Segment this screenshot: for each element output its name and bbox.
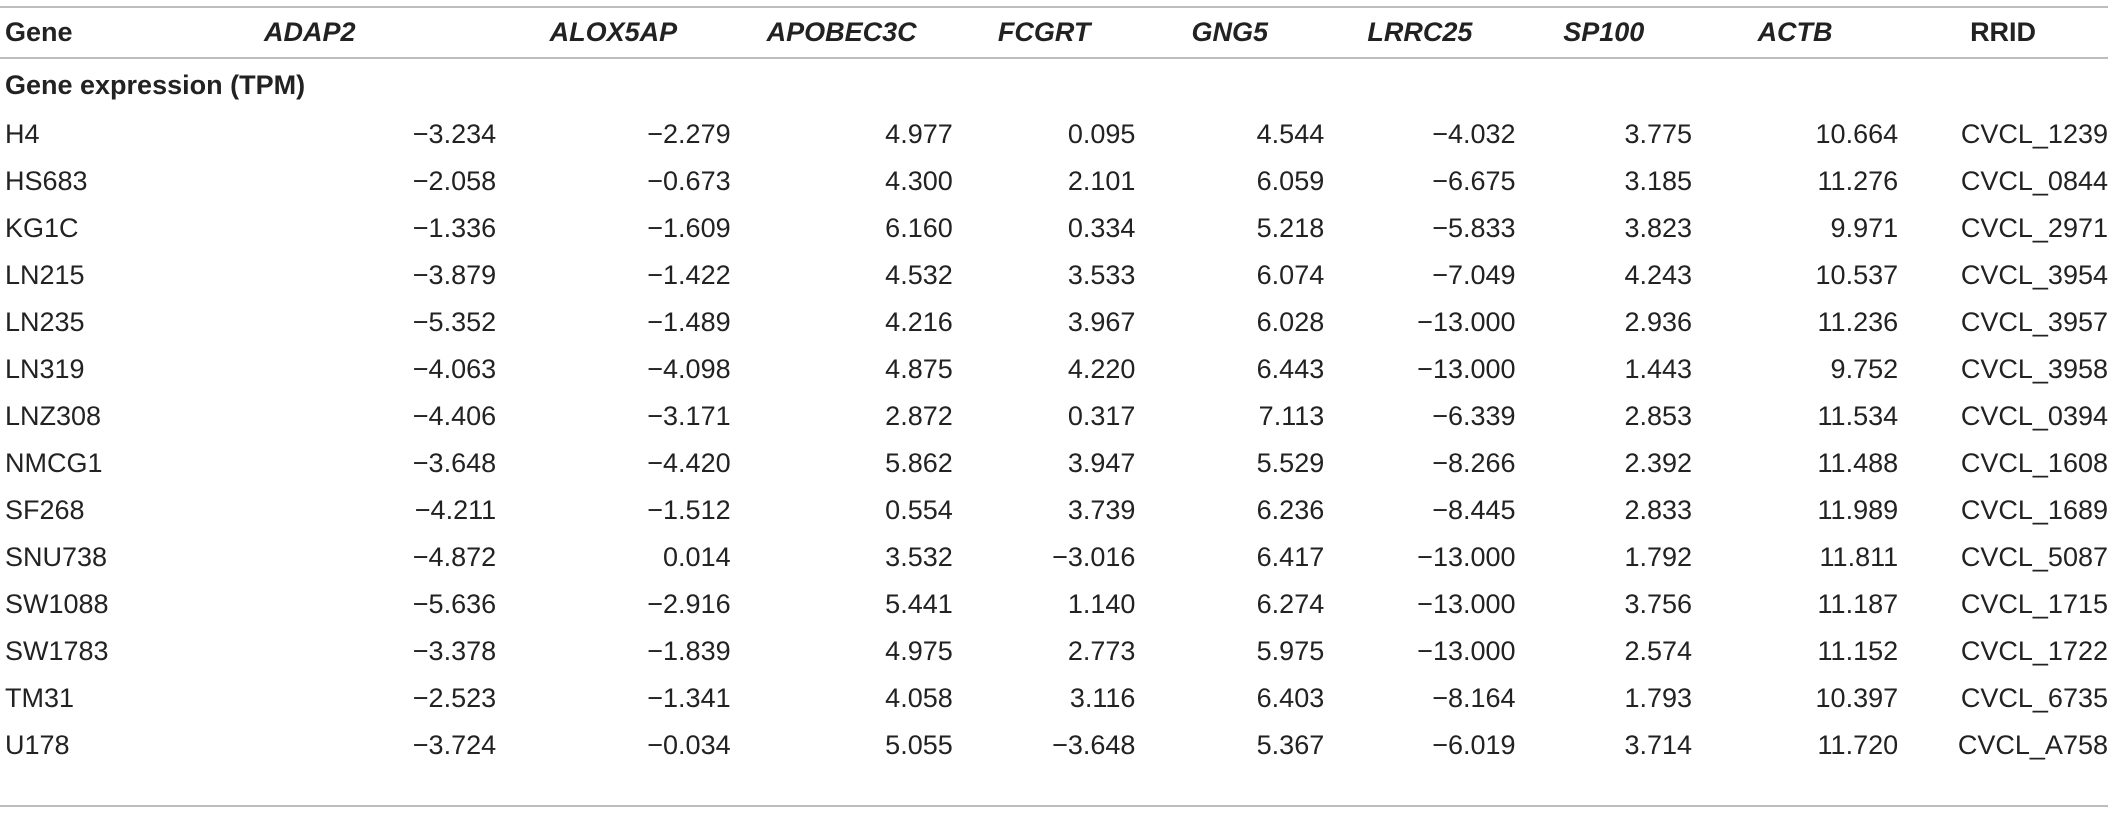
table-row [0, 487, 2108, 534]
table-cell: 4.532 [885, 260, 953, 290]
table-cell: 11.811 [1819, 542, 1899, 572]
table-cell: −8.266 [1432, 448, 1516, 478]
table-cell: 2.773 [1067, 636, 1136, 666]
table-cell: 11.989 [1817, 495, 1899, 525]
cell-line-name: SNU738 [5, 542, 108, 572]
table-bottom-rule [0, 805, 2108, 807]
table-cell: 9.971 [1830, 213, 1899, 243]
rrid-cell: CVCL_1608 [1960, 448, 2108, 478]
header-actb: ACTB [1757, 17, 1833, 47]
table-cell: 6.274 [1256, 589, 1325, 619]
table-row [0, 675, 2108, 722]
table-cell: 3.739 [1067, 495, 1136, 525]
cell-line-name: LN215 [5, 260, 85, 290]
table-cell: −3.648 [412, 448, 497, 478]
table-cell: 5.367 [1256, 730, 1325, 760]
table-row [0, 346, 2108, 393]
table-cell: −2.279 [647, 119, 731, 149]
table-cell: −8.445 [1432, 495, 1516, 525]
table-cell: −6.019 [1432, 730, 1516, 760]
rrid-cell: CVCL_5087 [1960, 542, 2108, 572]
table-cell: −3.648 [1052, 730, 1136, 760]
table-cell: 6.074 [1256, 260, 1325, 290]
rrid-cell: CVCL_3958 [1960, 354, 2108, 384]
table-cell: 4.216 [885, 307, 953, 337]
table-cell: 0.554 [885, 495, 953, 525]
header-adap2: ADAP2 [264, 17, 356, 47]
rrid-cell: CVCL_1239 [1960, 119, 2108, 149]
table-row [0, 393, 2108, 440]
table-cell: −2.058 [412, 166, 497, 196]
cell-line-name: LN319 [5, 354, 85, 384]
table-row [0, 628, 2108, 675]
cell-line-name: U178 [5, 730, 70, 760]
rrid-cell: CVCL_1715 [1960, 589, 2108, 619]
table-cell: −4.420 [647, 448, 731, 478]
cell-line-name: KG1C [5, 213, 79, 243]
table-cell: 5.441 [885, 589, 953, 619]
table-cell: −2.916 [647, 589, 731, 619]
table-cell: −0.034 [647, 730, 731, 760]
table-cell: 1.443 [1624, 354, 1693, 384]
cell-line-name: HS683 [5, 166, 88, 196]
table-cell: 6.160 [885, 213, 953, 243]
table-cell: −2.523 [412, 683, 497, 713]
cell-line-name: LNZ308 [5, 401, 102, 431]
table-cell: 2.936 [1624, 307, 1693, 337]
table-cell: 4.300 [885, 166, 953, 196]
table-cell: 11.720 [1817, 730, 1899, 760]
table-cell: 3.823 [1624, 213, 1693, 243]
table-cell: 2.574 [1624, 636, 1693, 666]
table-cell: 1.792 [1624, 542, 1693, 572]
rrid-cell: CVCL_1689 [1960, 495, 2108, 525]
table-header [0, 8, 2108, 57]
table-cell: 2.872 [885, 401, 953, 431]
table-cell: 11.152 [1817, 636, 1899, 666]
table-cell: −4.098 [647, 354, 731, 384]
table-cell: 10.397 [1815, 683, 1899, 713]
table-cell: 7.113 [1258, 401, 1325, 431]
section-row [0, 57, 2108, 111]
table-cell: −1.336 [412, 213, 497, 243]
cell-line-name: SW1783 [5, 636, 109, 666]
table-cell: 0.334 [1067, 213, 1136, 243]
table-cell: 4.977 [885, 119, 953, 149]
table-cell: −5.352 [412, 307, 497, 337]
table-cell: 4.058 [885, 683, 953, 713]
table-cell: −13.000 [1417, 589, 1516, 619]
table-cell: 6.403 [1256, 683, 1325, 713]
table-row [0, 722, 2108, 769]
cell-line-name: NMCG1 [5, 448, 103, 478]
table-cell: 11.534 [1817, 401, 1899, 431]
table-cell: −1.422 [647, 260, 731, 290]
table-body [0, 57, 2108, 769]
table-cell: 4.544 [1256, 119, 1325, 149]
table-cell: −13.000 [1417, 542, 1516, 572]
table-cell: −13.000 [1417, 354, 1516, 384]
table-cell: 4.220 [1067, 354, 1136, 384]
table-cell: −13.000 [1417, 636, 1516, 666]
section-label: Gene expression (TPM) [5, 69, 306, 100]
table-cell: 4.975 [885, 636, 953, 666]
rrid-cell: CVCL_3954 [1960, 260, 2108, 290]
header-lrrc25: LRRC25 [1367, 17, 1473, 47]
table-cell: 1.140 [1067, 589, 1136, 619]
table-cell: −5.833 [1432, 213, 1516, 243]
rrid-cell: CVCL_3957 [1960, 307, 2108, 337]
rrid-cell: CVCL_1722 [1960, 636, 2108, 666]
table-cell: 3.532 [885, 542, 953, 572]
table-row [0, 111, 2108, 158]
cell-line-name: SW1088 [5, 589, 109, 619]
table-cell: 2.392 [1624, 448, 1693, 478]
table-cell: 11.187 [1817, 589, 1899, 619]
table-row [0, 252, 2108, 299]
table-row [0, 534, 2108, 581]
table-cell: 11.276 [1817, 166, 1899, 196]
table-cell: 5.218 [1256, 213, 1325, 243]
table-cell: 11.488 [1817, 448, 1899, 478]
table-cell: −3.234 [412, 119, 497, 149]
cell-line-name: H4 [5, 119, 40, 149]
table-cell: −1.341 [647, 683, 731, 713]
table-cell: 10.537 [1815, 260, 1899, 290]
header-gng5: GNG5 [1191, 17, 1269, 47]
rrid-cell: CVCL_0844 [1960, 166, 2108, 196]
table-row [0, 299, 2108, 346]
table-cell: 0.095 [1067, 119, 1136, 149]
table-row [0, 581, 2108, 628]
header-gene: Gene [5, 17, 73, 47]
table-row [0, 158, 2108, 205]
table-cell: 4.875 [885, 354, 953, 384]
table-cell: −13.000 [1417, 307, 1516, 337]
table-cell: 9.752 [1830, 354, 1899, 384]
table-cell: 5.529 [1256, 448, 1325, 478]
table-cell: −6.339 [1432, 401, 1516, 431]
header-row [0, 8, 2108, 57]
table-cell: 3.714 [1624, 730, 1693, 760]
table-cell: −1.489 [647, 307, 731, 337]
table-cell: 10.664 [1815, 119, 1899, 149]
table-cell: −1.839 [647, 636, 731, 666]
table-cell: 3.947 [1067, 448, 1136, 478]
table-cell: 6.443 [1256, 354, 1325, 384]
table-cell: −4.063 [412, 354, 497, 384]
table-cell: 2.833 [1624, 495, 1693, 525]
table-cell: 5.975 [1256, 636, 1325, 666]
table-cell: 0.014 [663, 542, 731, 572]
table-cell: 6.417 [1256, 542, 1325, 572]
header-fcgrt: FCGRT [997, 17, 1091, 47]
table-cell: −4.211 [414, 495, 497, 525]
table-cell: −3.724 [412, 730, 497, 760]
cell-line-name: LN235 [5, 307, 85, 337]
cell-line-name: SF268 [5, 495, 85, 525]
table-cell: 3.756 [1624, 589, 1693, 619]
table-cell: −7.049 [1432, 260, 1516, 290]
table-cell: 3.967 [1067, 307, 1136, 337]
rrid-cell: CVCL_A758 [1957, 730, 2108, 760]
table-cell: −4.872 [412, 542, 497, 572]
table-cell: 3.533 [1067, 260, 1136, 290]
header-rrid: RRID [1970, 17, 2037, 47]
table-cell: 1.793 [1624, 683, 1693, 713]
table-cell: 3.775 [1624, 119, 1693, 149]
table-row [0, 440, 2108, 487]
gene-expression-table [0, 8, 2108, 769]
table-cell: 11.236 [1817, 307, 1899, 337]
table-cell: 2.101 [1067, 166, 1136, 196]
header-sp100: SP100 [1563, 17, 1645, 47]
table-cell: 3.116 [1069, 683, 1136, 713]
header-apobec3c: APOBEC3C [766, 17, 917, 47]
table-cell: −3.879 [412, 260, 497, 290]
rrid-cell: CVCL_2971 [1960, 213, 2108, 243]
table-row [0, 205, 2108, 252]
table-cell: −6.675 [1432, 166, 1516, 196]
table-cell: −5.636 [412, 589, 497, 619]
table-cell: 5.055 [885, 730, 953, 760]
table-cell: 6.236 [1256, 495, 1325, 525]
rrid-cell: CVCL_0394 [1960, 401, 2108, 431]
table-cell: −1.512 [647, 495, 731, 525]
table-cell: 4.243 [1624, 260, 1693, 290]
table-cell: 0.317 [1067, 401, 1136, 431]
table-cell: −3.016 [1052, 542, 1136, 572]
table-cell: −4.032 [1432, 119, 1516, 149]
table-cell: 6.059 [1256, 166, 1325, 196]
header-alox5ap: ALOX5AP [549, 17, 678, 47]
table-cell: 2.853 [1624, 401, 1693, 431]
table-cell: 3.185 [1624, 166, 1693, 196]
cell-line-name: TM31 [5, 683, 75, 713]
table-cell: −0.673 [647, 166, 731, 196]
table-cell: 5.862 [885, 448, 953, 478]
table-cell: −1.609 [647, 213, 731, 243]
table-cell: −3.378 [412, 636, 497, 666]
table-cell: −8.164 [1432, 683, 1516, 713]
table-cell: −3.171 [647, 401, 731, 431]
table-cell: 6.028 [1256, 307, 1325, 337]
table-cell: −4.406 [412, 401, 497, 431]
rrid-cell: CVCL_6735 [1960, 683, 2108, 713]
